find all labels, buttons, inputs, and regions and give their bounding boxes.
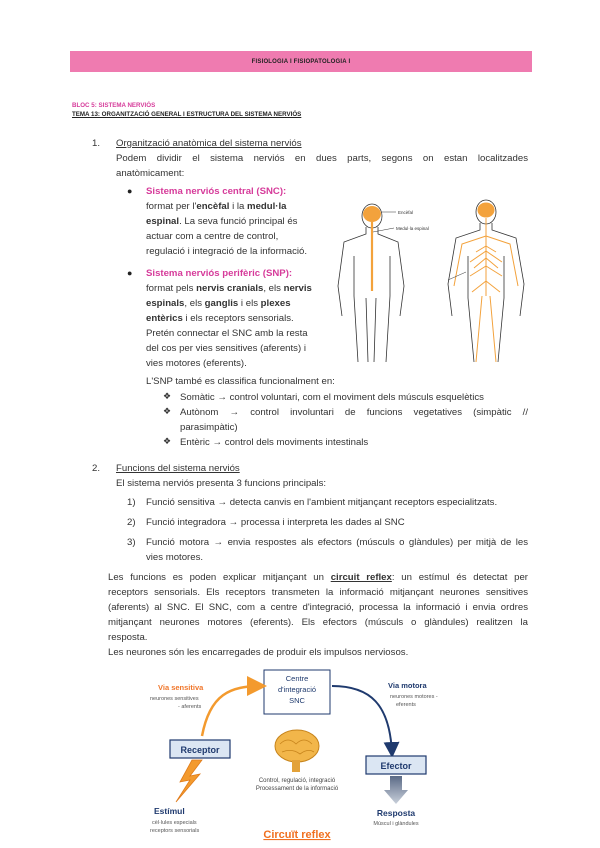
function-number: 3) bbox=[127, 537, 136, 548]
section2-intro: El sistema nerviós presenta 3 funcions principals: bbox=[116, 478, 327, 489]
bullet-dot: ● bbox=[127, 186, 133, 196]
snp-line6: del cos per vies sensitives (aferents) i bbox=[146, 343, 306, 354]
function-integradora: Funció integradora → processa i interpreta les dades al SNC bbox=[146, 517, 405, 528]
brain-icon bbox=[275, 730, 319, 772]
snp-bold: entèrics bbox=[146, 313, 183, 324]
snp-line7: vies motores (eferents). bbox=[146, 358, 247, 369]
section2-title: Funcions del sistema nerviós bbox=[116, 463, 240, 474]
diamond-bullet-icon: ❖ bbox=[163, 436, 172, 446]
snp-item-somatic: Somàtic → control voluntari, com el moviment dels músculs esquelètics bbox=[180, 392, 484, 403]
section1-title: Organització anatòmica del sistema nerviós bbox=[116, 138, 302, 149]
para-text: Les funcions es poden explicar mitjançant un bbox=[108, 572, 331, 583]
snp-text: , els bbox=[184, 298, 205, 309]
snp-text: i els bbox=[238, 298, 261, 309]
resposta-sub: Múscul i glàndules bbox=[373, 821, 419, 827]
figure-label-encefal: Encèfal bbox=[398, 210, 414, 215]
snc-text: i la bbox=[229, 201, 248, 212]
para-line2: receptors sensorials. Els receptors transmeten la informació mitjançant neurones sensitives bbox=[108, 587, 528, 598]
snc-bold-espinal: espinal bbox=[146, 216, 180, 227]
estimul-label: Estímul bbox=[154, 806, 185, 816]
snp-bold: espinals bbox=[146, 298, 185, 309]
snc-bold-encefal: encèfal bbox=[196, 201, 230, 212]
para-line3: (aferents) al SNC. El SNC, com a centre d'integració, processa la informació i envia ordres bbox=[108, 602, 528, 613]
estimul-sub2: receptors sensorials bbox=[150, 828, 200, 834]
snc-line5: regulació i integració de la informació. bbox=[146, 246, 308, 257]
estimul-sub1: cèl·lules especials bbox=[152, 820, 197, 826]
snp-bold: nervis cranials bbox=[196, 283, 264, 294]
snp-line2 bbox=[146, 281, 336, 296]
efector-label: Efector bbox=[380, 761, 412, 771]
snp-line4 bbox=[146, 311, 336, 326]
lightning-icon bbox=[176, 760, 202, 802]
control-line1: Control, regulació, integració bbox=[258, 778, 336, 784]
resposta-label: Resposta bbox=[376, 808, 416, 818]
bullet-dot: ● bbox=[127, 268, 133, 278]
snc-text: . La seva funció principal és bbox=[179, 216, 298, 227]
snc-block bbox=[146, 184, 326, 259]
via-motora-sub2: eferents bbox=[396, 702, 416, 708]
snc-bold-medulla: medul·la bbox=[247, 201, 287, 212]
section1-number: 1. bbox=[92, 138, 101, 149]
snp-block bbox=[146, 266, 336, 371]
snc-line3 bbox=[146, 214, 326, 229]
snc-title: Sistema nerviós central (SNC): bbox=[146, 186, 287, 197]
header-title: FISIOLOGIA I FISIOPATOLOGIA I bbox=[251, 58, 351, 65]
snp-item-enteric: Entèric → control dels moviments intestinals bbox=[180, 437, 369, 448]
centre-line3: SNC bbox=[289, 696, 305, 705]
para-text: : un estímul és detectat per bbox=[391, 572, 528, 583]
via-motora-label: Via motora bbox=[388, 681, 427, 690]
snp-bold: ganglis bbox=[204, 298, 239, 309]
diamond-bullet-icon: ❖ bbox=[163, 406, 172, 416]
snp-bold: plexes bbox=[260, 298, 291, 309]
sensory-path-arrow bbox=[202, 686, 262, 736]
snp-text: , els bbox=[263, 283, 284, 294]
receptor-label: Receptor bbox=[180, 745, 220, 755]
centre-line1: Centre bbox=[285, 674, 309, 683]
diamond-bullet-icon: ❖ bbox=[163, 391, 172, 401]
via-sensitiva-label: Via sensitiva bbox=[158, 683, 204, 692]
para-line1 bbox=[108, 570, 528, 585]
control-line2: Processament de la informació bbox=[255, 786, 339, 792]
bloc-title: BLOC 5: SISTEMA NERVIÓS bbox=[72, 102, 156, 109]
para-line5: resposta. bbox=[108, 632, 148, 643]
via-motora-sub1: neurones motores - bbox=[390, 694, 438, 700]
snp-text: format pels bbox=[146, 283, 197, 294]
snp-item-autonom-cont: parasimpàtic) bbox=[180, 422, 238, 433]
function-motora-cont: vies motores. bbox=[146, 552, 204, 563]
nervous-system-figure bbox=[336, 196, 532, 364]
function-motora: Funció motora → envia respostes als efectors (músculs o glàndules) per mitjà de les bbox=[146, 537, 528, 548]
function-number: 2) bbox=[127, 517, 136, 528]
snc-text: format per l' bbox=[146, 201, 197, 212]
para-bold-circuit: circuit reflex bbox=[330, 572, 392, 583]
snp-line5: Pretén connectar el SNC amb la resta bbox=[146, 328, 308, 339]
neurones-sentence: Les neurones són les encarregades de produir els impulsos nerviosos. bbox=[108, 647, 409, 658]
snp-bold: nervis bbox=[283, 283, 312, 294]
tema-title: TEMA 13: ORGANITZACIÓ GENERAL I ESTRUCTURA DEL SISTEMA NERVIÓS bbox=[72, 111, 302, 118]
reflex-paragraph bbox=[108, 570, 528, 645]
motor-path-arrow bbox=[332, 686, 392, 754]
brain-icon bbox=[363, 206, 381, 222]
section1-intro-line1: Podem dividir el sistema nerviós en dues parts, segons on estan localitzades bbox=[116, 153, 528, 164]
function-number: 1) bbox=[127, 497, 136, 508]
snc-line4: actuar com a centre de control, bbox=[146, 231, 279, 242]
resposta-arrow-icon bbox=[384, 776, 408, 804]
snp-item-autonom: Autònom → control involuntari de funcions vegetatives (simpàtic // bbox=[180, 407, 528, 418]
functional-intro: L'SNP també es classifica funcionalment en: bbox=[146, 376, 335, 387]
header-bar bbox=[70, 51, 532, 72]
para-line4: mitjançant neurones motores (eferents). Els efectors (músculs o glàndules) realitzen la bbox=[108, 617, 528, 628]
via-sensitiva-sub1: neurones sensitives bbox=[150, 696, 199, 702]
reflex-circuit-diagram bbox=[140, 664, 440, 844]
via-sensitiva-sub2: - aferents bbox=[178, 704, 202, 710]
figure-label-medulla: Medul·la espinal bbox=[396, 226, 429, 231]
function-sensitiva: Funció sensitiva → detecta canvis en l'ambient mitjançant receptors especialitzats. bbox=[146, 497, 498, 508]
snp-title: Sistema nerviós perifèric (SNP): bbox=[146, 268, 293, 279]
diagram-caption: Circuït reflex bbox=[263, 829, 331, 841]
section2-number: 2. bbox=[92, 463, 101, 474]
section1-intro-line2: anatòmicament: bbox=[116, 168, 185, 179]
centre-line2: d'integració bbox=[277, 685, 317, 694]
snc-line2 bbox=[146, 199, 326, 214]
snp-text: i els receptors sensorials. bbox=[182, 313, 294, 324]
snp-line3 bbox=[146, 296, 336, 311]
